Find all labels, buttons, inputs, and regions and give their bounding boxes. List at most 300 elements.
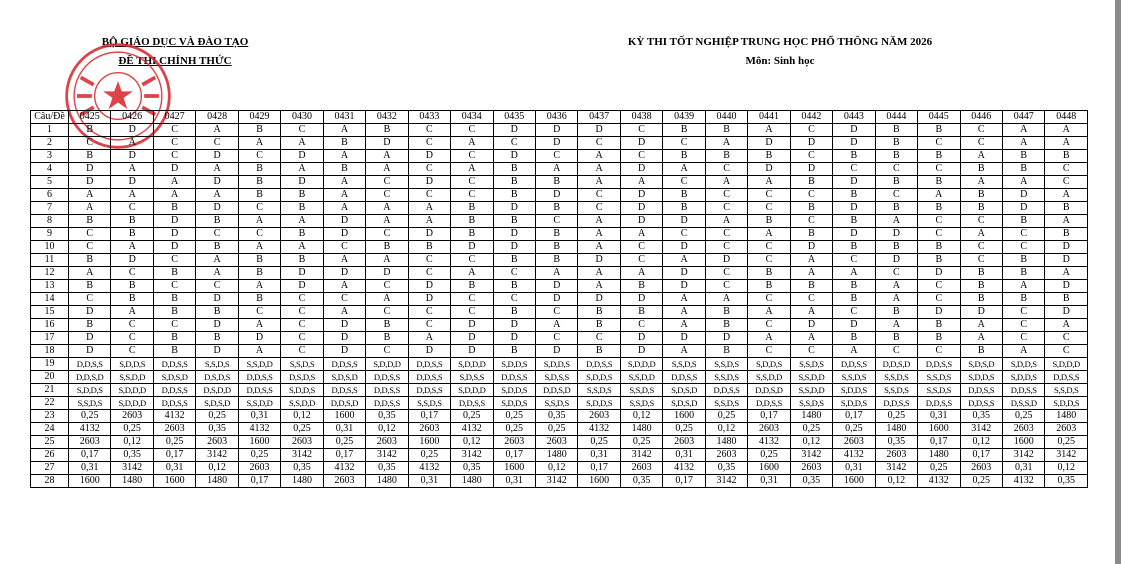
answer-cell: B <box>833 280 875 293</box>
answer-cell: A <box>1002 176 1044 189</box>
answer-cell: D <box>281 267 323 280</box>
answer-cell: B <box>875 332 917 345</box>
answer-cell: C <box>1045 332 1088 345</box>
answer-cell: D <box>1045 306 1088 319</box>
question-number: 7 <box>31 202 69 215</box>
answer-cell: C <box>111 332 153 345</box>
table-header-row <box>31 111 1088 124</box>
answer-cell: C <box>69 293 111 306</box>
answer-cell: D <box>451 332 493 345</box>
answer-cell: 1600 <box>833 475 875 488</box>
answer-cell: S,S,D,S <box>69 397 111 410</box>
answer-cell: C <box>238 228 280 241</box>
answer-cell: 3142 <box>281 449 323 462</box>
answer-cell: D,D,S,S <box>408 371 450 384</box>
answer-cell: C <box>111 345 153 358</box>
answer-cell: S,D,D,S <box>960 371 1002 384</box>
answer-cell: 2603 <box>281 436 323 449</box>
answer-cell: C <box>620 241 662 254</box>
answer-cell: 3142 <box>705 475 747 488</box>
answer-cell: C <box>578 137 620 150</box>
answer-cell: 4132 <box>833 449 875 462</box>
answer-cell: B <box>663 124 705 137</box>
answer-cell: A <box>960 319 1002 332</box>
answer-cell: S,D,D,S <box>578 397 620 410</box>
answer-cell: 1600 <box>153 475 195 488</box>
answer-cell: C <box>833 306 875 319</box>
answer-cell: B <box>493 254 535 267</box>
answer-cell: C <box>705 241 747 254</box>
answer-cell: B <box>705 150 747 163</box>
answer-cell: B <box>451 215 493 228</box>
answer-cell: 3142 <box>620 449 662 462</box>
answer-cell: C <box>493 293 535 306</box>
answer-cell: C <box>366 228 408 241</box>
answer-cell: D <box>620 163 662 176</box>
answer-cell: D <box>663 267 705 280</box>
exam-code-header: 0433 <box>408 111 450 124</box>
answer-cell: B <box>366 124 408 137</box>
answer-cell: B <box>918 176 960 189</box>
answer-cell: C <box>535 332 577 345</box>
answer-cell: C <box>790 189 832 202</box>
answer-cell: A <box>535 319 577 332</box>
question-number: 13 <box>31 280 69 293</box>
answer-cell: B <box>918 202 960 215</box>
answer-cell: C <box>196 228 238 241</box>
answer-cell: D <box>918 306 960 319</box>
answer-cell: C <box>196 137 238 150</box>
answer-cell: C <box>705 202 747 215</box>
answer-cell: A <box>153 189 195 202</box>
exam-title: KỲ THI TỐT NGHIỆP TRUNG HỌC PHỔ THÔNG NĂM 2026 <box>627 36 933 48</box>
answer-cell: C <box>960 241 1002 254</box>
answer-cell: B <box>238 163 280 176</box>
answer-cell: 4132 <box>1002 475 1044 488</box>
answer-cell: D <box>323 215 365 228</box>
exam-code-header: 0425 <box>69 111 111 124</box>
answer-cell: S,D,D,S <box>833 397 875 410</box>
table-row <box>31 449 1088 462</box>
answer-cell: B <box>1002 293 1044 306</box>
answer-cell: D <box>493 228 535 241</box>
answer-cell: B <box>960 267 1002 280</box>
answer-cell: A <box>281 215 323 228</box>
answer-cell: A <box>111 163 153 176</box>
answer-cell: D,D,S,S <box>408 358 450 371</box>
answer-cell: D <box>408 345 450 358</box>
answer-cell: B <box>875 306 917 319</box>
answer-cell: 4132 <box>238 423 280 436</box>
table-row <box>31 410 1088 423</box>
answer-cell: B <box>960 280 1002 293</box>
answer-cell: 0,12 <box>790 436 832 449</box>
table-row <box>31 475 1088 488</box>
answer-cell: C <box>366 189 408 202</box>
answer-cell: B <box>238 189 280 202</box>
exam-code-header: 0438 <box>620 111 662 124</box>
exam-code-header: 0432 <box>366 111 408 124</box>
answer-cell: D,S,S,D <box>1002 397 1044 410</box>
answer-cell: B <box>366 241 408 254</box>
question-number: 6 <box>31 189 69 202</box>
answer-cell: S,D,D,S <box>281 384 323 397</box>
question-number: 2 <box>31 137 69 150</box>
answer-cell: C <box>960 215 1002 228</box>
answer-cell: A <box>408 215 450 228</box>
answer-cell: B <box>493 189 535 202</box>
answer-cell: B <box>111 215 153 228</box>
answer-cell: 1480 <box>451 475 493 488</box>
answer-cell: A <box>578 150 620 163</box>
answer-cell: C <box>408 163 450 176</box>
answer-cell: 3142 <box>535 475 577 488</box>
answer-cell: C <box>960 254 1002 267</box>
answer-cell: C <box>535 215 577 228</box>
answer-cell: C <box>960 124 1002 137</box>
answer-cell: A <box>663 319 705 332</box>
answer-cell: 3142 <box>1002 449 1044 462</box>
answer-cell: A <box>366 150 408 163</box>
answer-cell: S,S,D,S <box>663 358 705 371</box>
exam-code-header: 0430 <box>281 111 323 124</box>
answer-cell: C <box>408 306 450 319</box>
answer-cell: A <box>833 345 875 358</box>
answer-cell: B <box>238 124 280 137</box>
answer-cell: S,S,D,S <box>875 384 917 397</box>
answer-cell: 4132 <box>663 462 705 475</box>
exam-subject: Môn: Sinh học <box>745 55 815 67</box>
answer-cell: C <box>918 280 960 293</box>
table-row <box>31 384 1088 397</box>
answer-cell: S,D,D,S <box>1002 358 1044 371</box>
answer-cell: 0,31 <box>918 410 960 423</box>
answer-cell: C <box>1002 228 1044 241</box>
answer-cell: 0,17 <box>918 436 960 449</box>
table-row <box>31 228 1088 241</box>
answer-cell: A <box>196 267 238 280</box>
answer-cell: D <box>790 163 832 176</box>
answer-cell: D,D,S,S <box>238 371 280 384</box>
answer-cell: B <box>833 189 875 202</box>
answer-cell: 2603 <box>196 436 238 449</box>
answer-cell: D <box>408 150 450 163</box>
answer-cell: S,D,S,D <box>663 384 705 397</box>
answer-cell: S,S,D,S <box>790 358 832 371</box>
answer-cell: A <box>111 189 153 202</box>
answer-cell: C <box>281 306 323 319</box>
answer-cell: C <box>493 137 535 150</box>
answer-cell: 2603 <box>748 423 790 436</box>
answer-cell: 2603 <box>875 449 917 462</box>
answer-cell: B <box>281 228 323 241</box>
answer-cell: 2603 <box>366 436 408 449</box>
exam-code-header: 0446 <box>960 111 1002 124</box>
answer-cell: A <box>238 137 280 150</box>
table-row <box>31 150 1088 163</box>
answer-cell: C <box>705 228 747 241</box>
answer-cell: A <box>69 267 111 280</box>
answer-cell: 1600 <box>323 410 365 423</box>
answer-cell: C <box>238 150 280 163</box>
table-row <box>31 358 1088 371</box>
answer-cell: 4132 <box>451 423 493 436</box>
answer-cell: A <box>323 280 365 293</box>
answer-cell: D,D,S,S <box>153 384 195 397</box>
answer-cell: C <box>153 137 195 150</box>
answer-cell: A <box>281 241 323 254</box>
table-row <box>31 267 1088 280</box>
answer-cell: C <box>535 306 577 319</box>
answer-cell: C <box>833 163 875 176</box>
answer-cell: A <box>1002 137 1044 150</box>
answer-cell: C <box>918 228 960 241</box>
answer-cell: A <box>960 150 1002 163</box>
answer-cell: B <box>960 345 1002 358</box>
ministry-name: BỘ GIÁO DỤC VÀ ĐÀO TẠO <box>101 36 249 48</box>
question-number: 20 <box>31 371 69 384</box>
answer-cell: B <box>323 137 365 150</box>
answer-cell: S,S,D,D <box>790 371 832 384</box>
exam-code-header: 0429 <box>238 111 280 124</box>
answer-cell: C <box>323 293 365 306</box>
answer-cell: A <box>323 150 365 163</box>
answer-cell: D <box>833 176 875 189</box>
answer-cell: B <box>833 293 875 306</box>
answer-cell: S,S,D,S <box>408 397 450 410</box>
answer-cell: 1600 <box>238 436 280 449</box>
answer-cell: 0,25 <box>493 423 535 436</box>
answer-cell: D <box>366 267 408 280</box>
answer-cell: 0,25 <box>833 423 875 436</box>
answer-cell: A <box>323 189 365 202</box>
answer-cell: 0,17 <box>663 475 705 488</box>
table-row <box>31 189 1088 202</box>
answer-cell: C <box>451 254 493 267</box>
question-number: 15 <box>31 306 69 319</box>
answer-cell: 1600 <box>663 410 705 423</box>
answer-cell: D <box>875 254 917 267</box>
answer-cell: 0,12 <box>960 436 1002 449</box>
exam-code-header: 0434 <box>451 111 493 124</box>
answer-cell: S,D,D,S <box>1002 371 1044 384</box>
answer-cell: 1600 <box>1002 436 1044 449</box>
answer-cell: B <box>323 163 365 176</box>
answer-cell: D <box>69 163 111 176</box>
answer-cell: 0,25 <box>960 475 1002 488</box>
answer-cell: S,S,D,S <box>620 384 662 397</box>
answer-cell: S,D,D,S <box>493 397 535 410</box>
question-number: 28 <box>31 475 69 488</box>
answer-cell: 0,31 <box>408 475 450 488</box>
answer-cell: S,D,S,D <box>663 397 705 410</box>
answer-cell: D <box>620 137 662 150</box>
answer-cell: S,S,D,D <box>111 371 153 384</box>
answer-cell: D,D,S,D <box>875 358 917 371</box>
answer-cell: A <box>578 163 620 176</box>
answer-cell: S,D,S,D <box>153 371 195 384</box>
answer-cell: C <box>918 293 960 306</box>
answer-cell: A <box>1002 345 1044 358</box>
answer-cell: C <box>790 124 832 137</box>
answer-cell: 0,17 <box>493 449 535 462</box>
answer-cell: D <box>833 202 875 215</box>
answer-cell: C <box>918 215 960 228</box>
answer-cell: A <box>663 306 705 319</box>
answer-cell: 0,25 <box>1002 410 1044 423</box>
question-number: 22 <box>31 397 69 410</box>
answer-cell: A <box>238 215 280 228</box>
answer-cell: A <box>323 202 365 215</box>
answer-cell: S,S,D,S <box>196 358 238 371</box>
table-row <box>31 423 1088 436</box>
answer-cell: S,S,D,D <box>620 371 662 384</box>
question-number: 10 <box>31 241 69 254</box>
answer-cell: 0,25 <box>451 410 493 423</box>
answer-cell: A <box>705 215 747 228</box>
answer-cell: S,D,S,D <box>196 397 238 410</box>
answer-cell: A <box>408 202 450 215</box>
answer-cell: D <box>620 189 662 202</box>
table-row <box>31 397 1088 410</box>
answer-cell: B <box>238 293 280 306</box>
answer-cell: A <box>918 189 960 202</box>
answer-cell: C <box>366 280 408 293</box>
answer-cell: A <box>238 319 280 332</box>
answer-cell: D,D,S,S <box>366 384 408 397</box>
answer-cell: 0,35 <box>1045 475 1088 488</box>
answer-cell: C <box>960 137 1002 150</box>
answer-cell: 0,25 <box>663 423 705 436</box>
answer-cell: B <box>663 202 705 215</box>
answer-cell: B <box>451 228 493 241</box>
table-row <box>31 124 1088 137</box>
answer-cell: D <box>111 124 153 137</box>
answer-cell: D,D,S,S <box>960 397 1002 410</box>
answer-cell: S,S,D,S <box>918 371 960 384</box>
answer-cell: B <box>366 319 408 332</box>
answer-cell: 0,17 <box>238 475 280 488</box>
answer-cell: B <box>493 163 535 176</box>
answer-cell: 3142 <box>875 462 917 475</box>
answer-cell: 1480 <box>705 436 747 449</box>
answer-cell: A <box>833 267 875 280</box>
answer-cell: S,D,D,S <box>1045 397 1088 410</box>
answer-cell: D <box>620 293 662 306</box>
answer-cell: B <box>918 150 960 163</box>
answer-cell: D <box>1002 202 1044 215</box>
answer-cell: B <box>705 345 747 358</box>
answer-cell: C <box>281 345 323 358</box>
answer-cell: 4132 <box>408 462 450 475</box>
answer-cell: D,D,S,S <box>663 371 705 384</box>
answer-cell: C <box>790 345 832 358</box>
answer-cell: D <box>748 163 790 176</box>
answer-cell: C <box>366 176 408 189</box>
answer-cell: B <box>535 202 577 215</box>
answer-cell: B <box>451 202 493 215</box>
answer-cell: B <box>578 319 620 332</box>
answer-cell: D <box>238 332 280 345</box>
answer-cell: A <box>451 267 493 280</box>
answer-cell: B <box>69 215 111 228</box>
answer-cell: 1600 <box>578 475 620 488</box>
answer-cell: B <box>918 319 960 332</box>
answer-cell: 4132 <box>323 462 365 475</box>
answer-cell: 0,25 <box>408 449 450 462</box>
answer-cell: B <box>875 137 917 150</box>
answer-cell: D <box>620 332 662 345</box>
answer-cell: D <box>833 228 875 241</box>
answer-cell: B <box>153 332 195 345</box>
answer-cell: C <box>1002 319 1044 332</box>
answer-cell: 0,25 <box>69 410 111 423</box>
answer-cell: A <box>875 280 917 293</box>
table-row <box>31 436 1088 449</box>
answer-cell: S,S,D,S <box>535 397 577 410</box>
answer-cell: S,S,D,D <box>748 371 790 384</box>
answer-cell: B <box>705 319 747 332</box>
table-row <box>31 332 1088 345</box>
answer-cell: B <box>111 228 153 241</box>
answer-cell: A <box>238 280 280 293</box>
answer-cell: D,D,S,S <box>238 384 280 397</box>
answer-cell: D <box>833 137 875 150</box>
answer-cell: 3142 <box>1045 449 1088 462</box>
answer-cell: B <box>918 332 960 345</box>
answer-cell: A <box>578 228 620 241</box>
answer-cell: 0,35 <box>705 462 747 475</box>
answer-cell: D <box>493 202 535 215</box>
answer-cell: 0,35 <box>196 423 238 436</box>
exam-code-header: 0447 <box>1002 111 1044 124</box>
answer-cell: D <box>323 319 365 332</box>
answer-cell: A <box>451 137 493 150</box>
answer-cell: B <box>960 293 1002 306</box>
answer-cell: A <box>748 228 790 241</box>
question-number: 18 <box>31 345 69 358</box>
answer-cell: C <box>578 202 620 215</box>
answer-cell: A <box>238 345 280 358</box>
answer-cell: D <box>196 319 238 332</box>
answer-cell: A <box>238 241 280 254</box>
answer-cell: C <box>748 241 790 254</box>
answer-cell: D <box>535 124 577 137</box>
answer-cell: A <box>705 293 747 306</box>
answer-cell: A <box>748 332 790 345</box>
answer-cell: B <box>1002 150 1044 163</box>
answer-cell: A <box>748 176 790 189</box>
answer-cell: B <box>875 176 917 189</box>
answer-cell: A <box>281 137 323 150</box>
answer-cell: B <box>196 306 238 319</box>
answer-cell: 2603 <box>663 436 705 449</box>
answer-cell: B <box>705 306 747 319</box>
answer-cell: B <box>238 176 280 189</box>
answer-cell: 3142 <box>960 423 1002 436</box>
answer-cell: D,D,S,S <box>833 358 875 371</box>
exam-code-header: 0439 <box>663 111 705 124</box>
answer-cell: A <box>366 215 408 228</box>
answer-cell: S,S,D,S <box>705 358 747 371</box>
answer-cell: B <box>535 254 577 267</box>
answer-cell: 0,31 <box>663 449 705 462</box>
answer-cell: C <box>875 189 917 202</box>
answer-cell: 0,17 <box>833 410 875 423</box>
answer-cell: 0,25 <box>196 410 238 423</box>
answer-cell: D <box>451 345 493 358</box>
answer-cell: 0,25 <box>748 449 790 462</box>
